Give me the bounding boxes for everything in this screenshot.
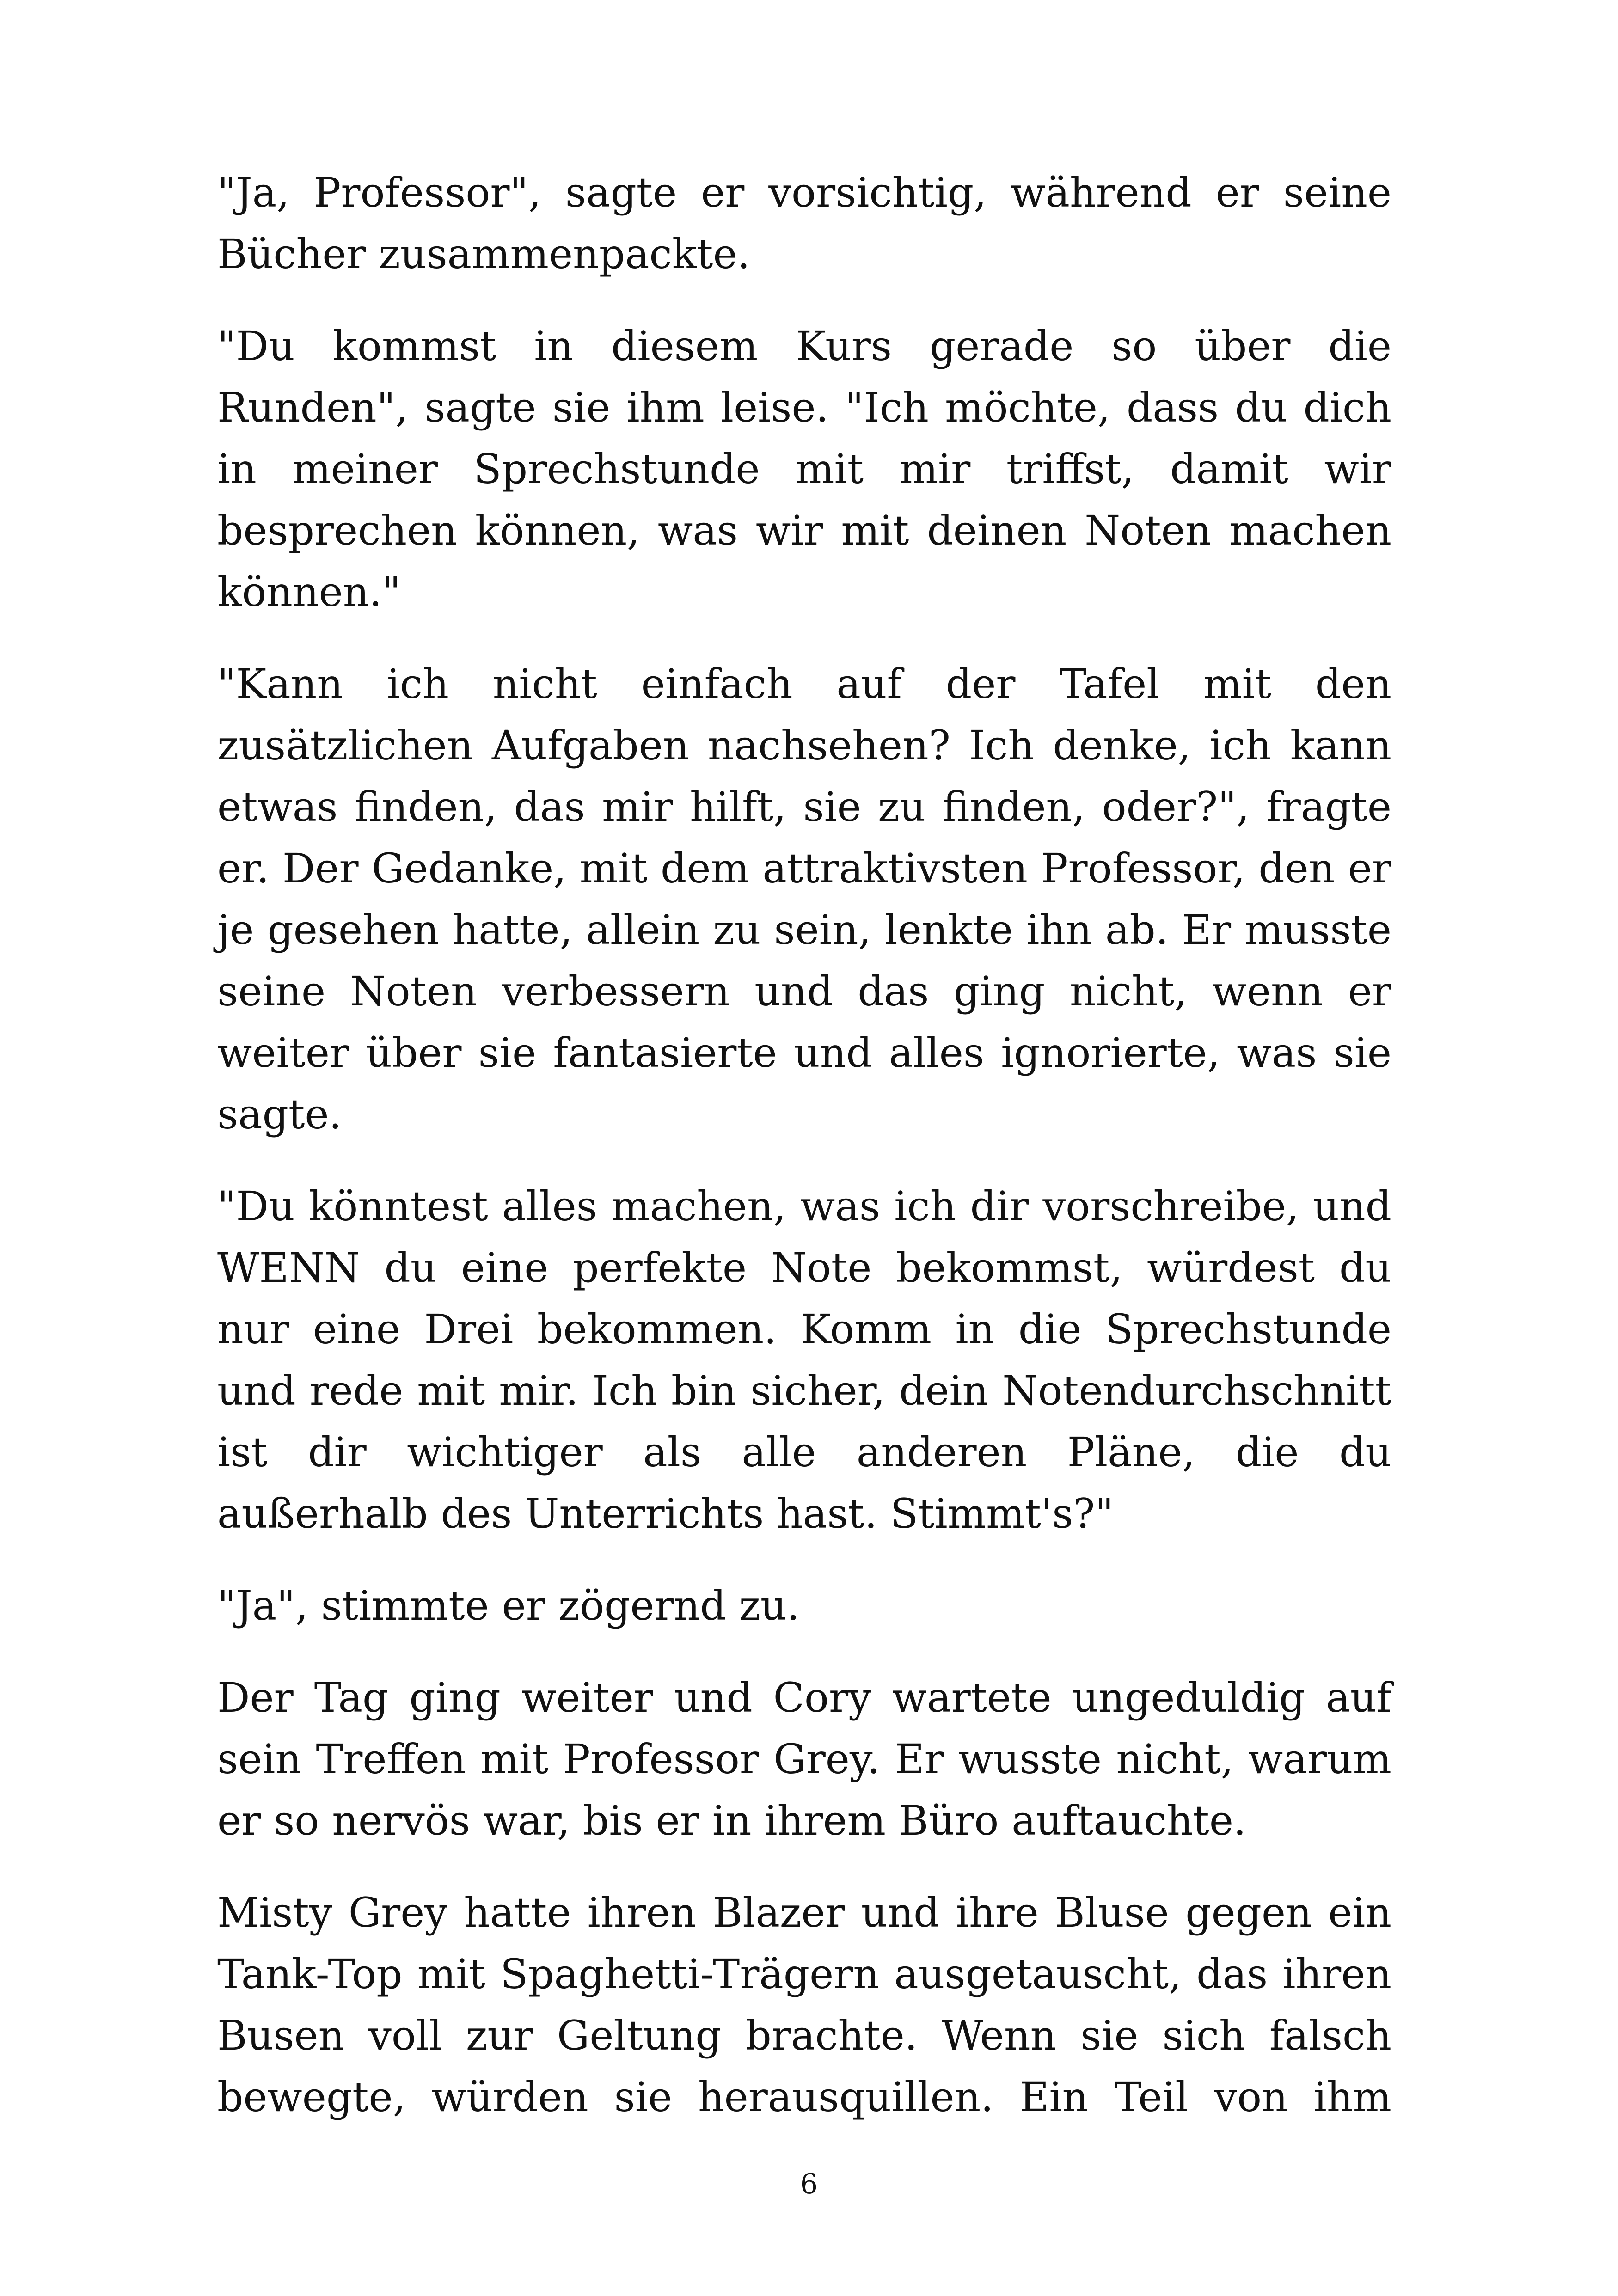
paragraph: "Ja, Professor", sagte er vorsichtig, während er seine Bücher zusammenpackte. — [217, 169, 1391, 278]
paragraph: Der Tag ging weiter und Cory wartete ungeduldig auf sein Treffen mit Professor Grey. Er wusste nicht, warum er so nervös war, bis er in ihrem Büro auftauchte. — [217, 1674, 1391, 1844]
paragraph: "Du könntest alles machen, was ich dir vorschreibe, und WENN du eine perfekte Note bekommst, würdest du nur eine Drei bekommen. Komm in die Sprechstunde und rede mit mir. Ich bin sicher, dein Notendurchschnitt ist dir wichtiger als alle anderen Pläne, die du außerhalb des Unterrichts hast. Stimmt's?" — [217, 1182, 1391, 1537]
paragraph: Misty Grey hatte ihren Blazer und ihre Bluse gegen ein Tank-Top mit Spaghetti-Trägern ausgetauscht, das ihren Busen voll zur Geltung brachte. Wenn sie sich falsch bewegte, würden sie herausquillen. Ein Teil von ihm — [217, 1889, 1391, 2121]
paragraph: "Du kommst in diesem Kurs gerade so über die Runden", sagte sie ihm leise. "Ich möchte, dass du dich in meiner Sprechstunde mit mir triffst, damit wir besprechen können, was wir mit deinen Noten machen können." — [217, 322, 1391, 616]
body-text — [217, 162, 1391, 2158]
paragraph: "Ja", stimmte er zögernd zu. — [217, 1582, 800, 1629]
page-number: 6 — [800, 2168, 818, 2200]
paragraph: "Kann ich nicht einfach auf der Tafel mit den zusätzlichen Aufgaben nachsehen? Ich denke, ich kann etwas finden, das mir hilft, sie zu finden, oder?", fragte er. Der Gedanke, mit dem attraktivsten Professor, den er je gesehen hatte, allein zu sein, lenkte ihn ab. Er musste seine Noten verbessern und das ging nicht, wenn er weiter über sie fantasierte und alles ignorierte, was sie sagte. — [217, 660, 1391, 1138]
